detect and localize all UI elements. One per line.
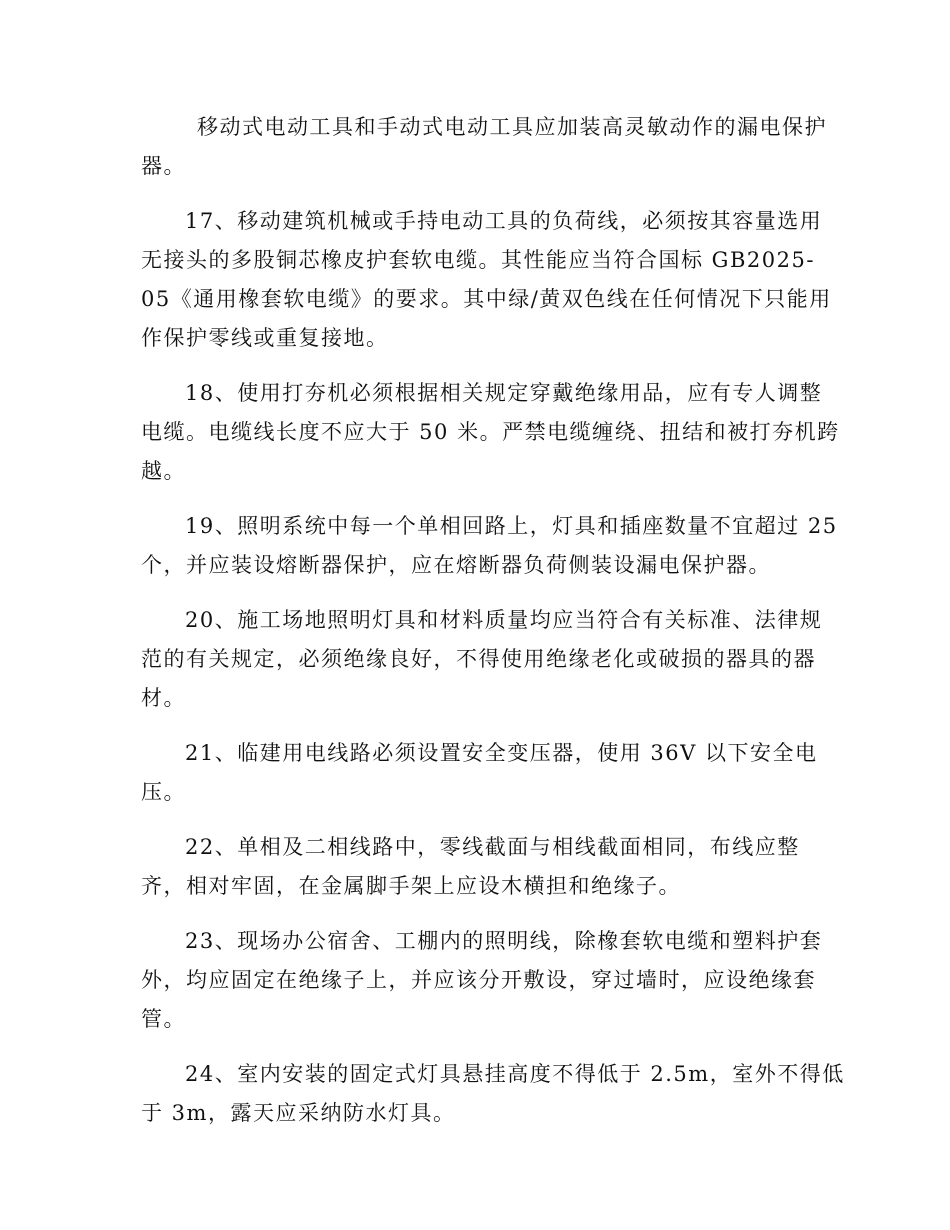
paragraph-item-17 xyxy=(141,202,832,358)
text-line: 范的有关规定，必须绝缘良好，不得使用绝缘老化或破损的器具的器 xyxy=(141,647,816,671)
text-line: 材。 xyxy=(141,686,186,710)
text-line: 越。 xyxy=(141,459,186,483)
text-line: 23、现场办公宿舍、工棚内的照明线，除橡套软电缆和塑料护套 xyxy=(185,929,823,953)
text-line: 19、照明系统中每一个单相回路上，灯具和插座数量不宜超过 25 xyxy=(185,514,838,538)
paragraph-item-20 xyxy=(141,601,823,718)
text-line: 17、移动建筑机械或手持电动工具的负荷线，必须按其容量选用 xyxy=(185,209,823,233)
text-line: 20、施工场地照明灯具和材料质量均应当符合有关标准、法律规 xyxy=(185,608,823,632)
paragraph-item-19 xyxy=(141,507,838,585)
text-line: 21、临建用电线路必须设置安全变压器，使用 36V 以下安全电 xyxy=(185,741,818,765)
paragraph-item-22 xyxy=(141,828,811,906)
document-body xyxy=(141,108,845,1149)
paragraph-portable-tools xyxy=(141,108,827,186)
text-line: 移动式电动工具和手动式电动工具应加装高灵敏动作的漏电保护 xyxy=(197,115,827,139)
text-line: 05《通用橡套软电缆》的要求。其中绿/黄双色线在任何情况下只能用 xyxy=(141,287,832,311)
text-line: 22、单相及二相线路中，零线截面与相线截面相同，布线应整 xyxy=(185,835,800,859)
paragraph-item-24 xyxy=(141,1055,845,1133)
paragraph-item-23 xyxy=(141,922,823,1039)
text-line: 无接头的多股铜芯橡皮护套软电缆。其性能应当符合国标 GB2025- xyxy=(141,248,815,272)
text-line: 外，均应固定在绝缘子上，并应该分开敷设，穿过墙时，应设绝缘套 xyxy=(141,968,816,992)
text-line: 24、室内安装的固定式灯具悬挂高度不得低于 2.5m，室外不得低 xyxy=(185,1062,845,1086)
paragraph-item-21 xyxy=(141,734,818,812)
text-line: 器。 xyxy=(141,154,186,178)
text-line: 电缆。电缆线长度不应大于 50 米。严禁电缆缠绕、扭结和被打夯机跨 xyxy=(141,420,840,444)
text-line: 压。 xyxy=(141,780,186,804)
text-line: 个，并应装设熔断器保护，应在熔断器负荷侧装设漏电保护器。 xyxy=(141,553,771,577)
paragraph-item-18 xyxy=(141,374,840,491)
text-line: 18、使用打夯机必须根据相关规定穿戴绝缘用品，应有专人调整 xyxy=(185,381,823,405)
text-line: 于 3m，露天应采纳防水灯具。 xyxy=(141,1101,456,1125)
text-line: 齐，相对牢固，在金属脚手架上应设木横担和绝缘子。 xyxy=(141,874,681,898)
text-line: 作保护零线或重复接地。 xyxy=(141,326,389,350)
text-line: 管。 xyxy=(141,1007,186,1031)
